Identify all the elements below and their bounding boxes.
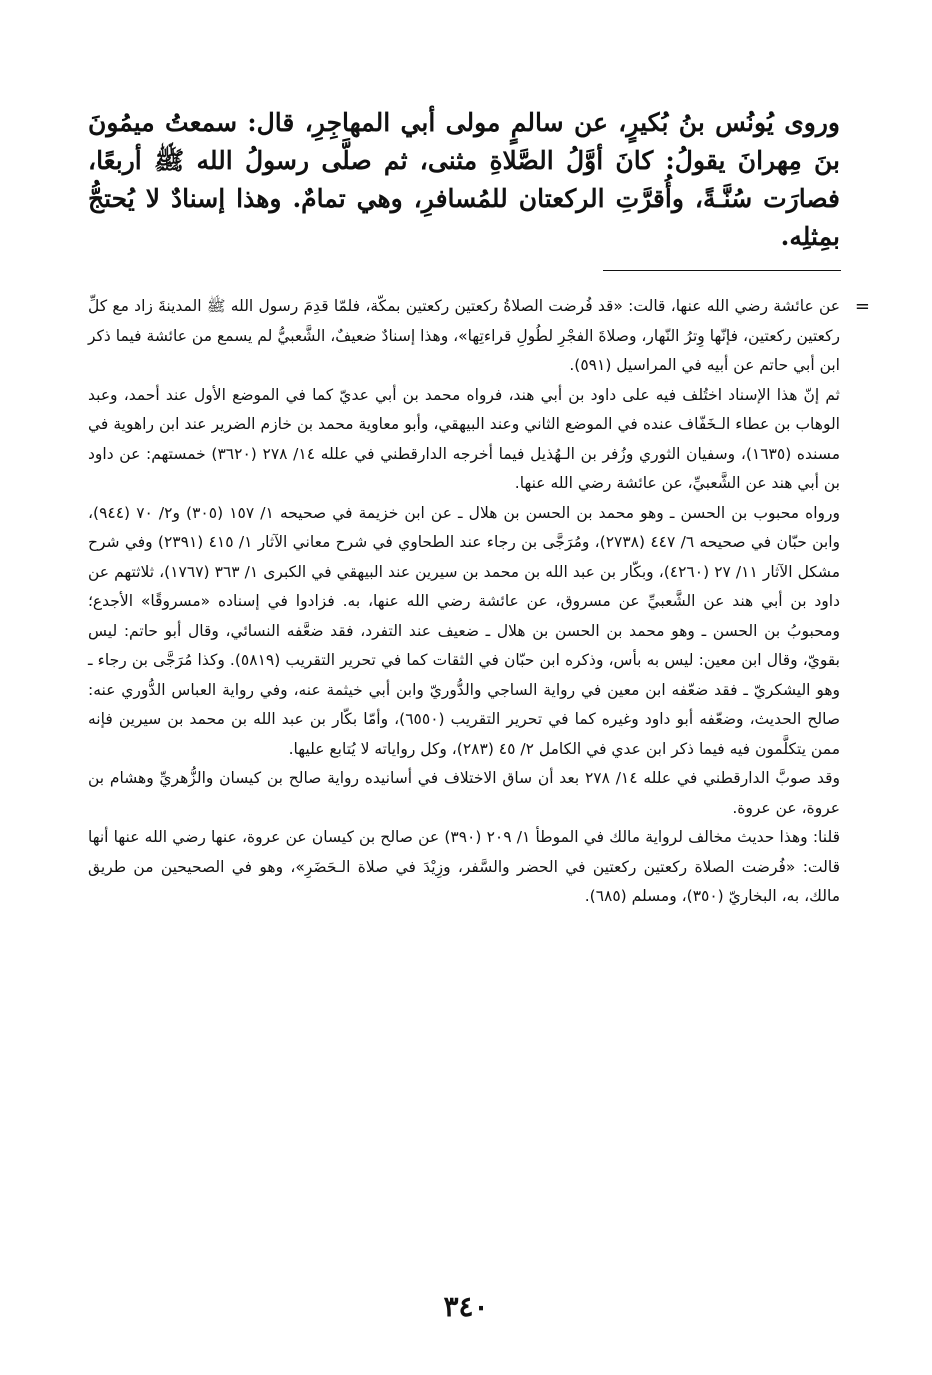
- footnote-paragraph-1: [88, 292, 870, 381]
- footnote-paragraph-4: وقد صوبَّ الدارقطني في علله ١٤/ ٢٧٨ بعد أن ساق الاختلاف في أسانيده رواية صالح بن كيسان والزُّهريِّ وهشام بن عروة، عن عروة.: [88, 769, 840, 817]
- footnote-paragraph-5: قلنا: وهذا حديث مخالف لرواية مالك في الموطأ ١/ ٢٠٩ (٣٩٠) عن صالح بن كيسان عن عروة، عنها رضي الله عنها أنها قالت: «فُرضت الصلاة ركعتين ركعتين في الحضر والسَّفر، وزِيْدَ في صلاة الـحَضَرِ»، وهو في الصحيحين من طريق مالك، به، البخاريّ (٣٥٠)، ومسلم (٦٨٥).: [88, 828, 840, 905]
- footnote-paragraph-2: ثم إنّ هذا الإسناد اختُلف فيه على داود بن أبي هند، فرواه محمد بن أبي عديّ كما في الموضع الأول عند أحمد، وعبد الوهاب بن عطاء الـخَفّاف عنده في الموضع الثاني وعند البيهقي، وأبو معاوية محمد بن خازم الضرير عند ابن راهوية في مسنده (١٦٣٥)، وسفيان الثوري وزُفر بن الـهُذيل فيما أخرجه الدارقطني في علله ١٤/ ٢٧٨ (٣٦٢٠) خمستهم: عن داود بن أبي هند عن الشَّعبيِّ، عن عائشة رضي الله عنها.: [88, 385, 840, 492]
- footnotes-section: [88, 292, 870, 912]
- footnote-paragraph-1-text: عن عائشة رضي الله عنها، قالت: «قد فُرضت الصلاةُ ركعتين ركعتين بمكّة، فلمّا قدِمَ رسول الله ﷺ المدينةَ زاد مع كلِّ ركعتين ركعتين، فإنّها وِترُ النّهار، وصلاةَ الفجْرِ لطُولِ قراءتِها»، وهذا إسنادٌ ضعيفٌ، الشَّعبيُّ لم يسمع من عائشة فيما ذكر ابن أبي حاتم عن أبيه في المراسيل (٥٩١).: [88, 297, 840, 374]
- continuation-marker: =: [854, 296, 870, 317]
- main-paragraph: وروى يُونُس بنُ بُكيرٍ، عن سالمٍ مولى أبي المهاجِرِ، قال: سمعتُ ميمُونَ بنَ مِهرانَ يقولُ: كانَ أوَّلُ الصَّلاةِ مثنى، ثم صلَّى رسولُ الله ﷺ أربعًا، فصارَت سُنَّـةً، وأُقرَّتِ الركعتان للمُسافرِ، وهي تمامٌ. وهذا إسنادٌ لا يُحتجُّ بمِثلِه.: [88, 108, 840, 251]
- footnote-separator-line: [603, 270, 841, 271]
- footnote-paragraph-3: ورواه محبوب بن الحسن ـ وهو محمد بن الحسن بن هلال ـ عن ابن خزيمة في صحيحه ١/ ١٥٧ (٣٠٥) و٢/ ٧٠ (٩٤٤)، وابن حبّان في صحيحه ٦/ ٤٤٧ (٢٧٣٨)، ومُرَجَّى بن رجاء عند الطحاوي في شرح معاني الآثار ١/ ٤١٥ (٢٣٩١) وفي شرح مشكل الآثار ١١/ ٢٧ (٤٢٦٠)، وبكّار بن عبد الله بن محمد بن سيرين عند البيهقي في الكبرى ١/ ٣٦٣ (١٧٦٧)، ثلاثتهم عن داود بن أبي هند عن الشَّعبيِّ عن مسروق، عن عائشة رضي الله عنها، به. فزادوا في إسناده «مسروقًا» الأجدع؛ ومحبوبُ بن الحسن ـ وهو محمد بن الحسن بن هلال ـ ضعيف عند التفرد، فقد ضعَّفه النسائي، وقال أبو حاتم: ليس بقويّ، وقال ابن معين: ليس به بأس، وذكره ابن حبّان في الثقات كما في تحرير التقريب (٥٨١٩). وكذا مُرَجَّى بن رجاء ـ وهو اليشكريّ ـ فقد ضعّفه ابن معين في رواية الساجي والدُّوريّ وابن أبي خيثمة عنه، وفي رواية العباس الدُّوري عنه: صالح الحديث، وضعّفه أبو داود وغيره كما في تحرير التقريب (٦٥٥٠)، وأمّا بكّار بن عبد الله بن محمد بن سيرين فإنه ممن يتكلَّمون فيه فيما ذكر ابن عدي في الكامل ٢/ ٤٥ (٢٨٣)، وكل رواياته لا يُتابع عليها.: [88, 503, 841, 758]
- page-number: ٣٤٠: [443, 1290, 489, 1323]
